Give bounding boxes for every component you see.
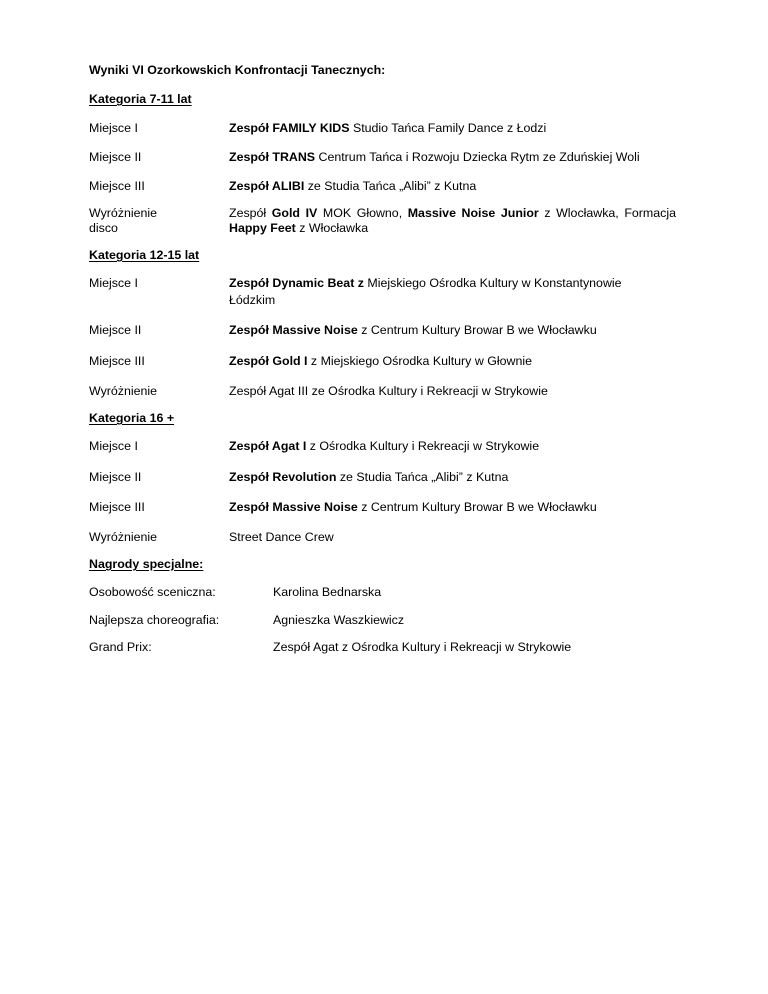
team-origin: Miejskiego Ośrodka Kultury w Konstantynowie: [363, 276, 622, 290]
result-text: [229, 150, 640, 165]
result-text: Zespół Agat III ze Ośrodka Kultury i Rekreacji w Strykowie: [229, 384, 548, 398]
team-name: Zespół Massive Noise: [229, 323, 358, 337]
award-value: Zespół Agat z Ośrodka Kultury i Rekreacji w Strykowie: [273, 640, 572, 654]
place-label: Wyróżnienie: [89, 206, 158, 220]
team-origin: z Miejskiego Ośrodka Kultury w Głownie: [307, 354, 532, 368]
team-name: Zespół Massive Noise: [229, 500, 358, 514]
result-text: [229, 354, 532, 369]
team-origin: ze Studia Tańca „Alibi” z Kutna: [336, 470, 509, 484]
team-origin: MOK Głowno,: [317, 206, 408, 220]
team-name: Gold IV: [271, 206, 318, 220]
document-title: Wyniki VI Ozorkowskich Konfrontacji Tanecznych:: [89, 63, 386, 77]
place-label: Miejsce III: [89, 354, 145, 368]
result-text: [229, 206, 676, 236]
result-text: [229, 323, 597, 338]
place-label: Miejsce I: [89, 276, 138, 290]
result-text: [229, 276, 622, 291]
team-name: Zespół ALIBI: [229, 179, 305, 193]
place-label: Miejsce I: [89, 121, 138, 135]
category-heading-7-11: Kategoria 7-11 lat: [89, 92, 192, 106]
place-label: Wyróżnienie: [89, 530, 158, 544]
team-name: Happy Feet: [229, 221, 296, 235]
team-origin: ze Studia Tańca „Alibi” z Kutna: [304, 179, 477, 193]
result-text: [229, 500, 597, 515]
team-name: Zespół FAMILY KIDS: [229, 121, 350, 135]
category-heading-12-15: Kategoria 12-15 lat: [89, 248, 200, 262]
result-text: [229, 439, 539, 454]
place-label: Miejsce III: [89, 179, 145, 193]
place-label: Miejsce III: [89, 500, 145, 514]
place-label: Miejsce II: [89, 470, 142, 484]
award-label: Grand Prix:: [89, 640, 152, 654]
team-origin: z Centrum Kultury Browar B we Włocławku: [357, 323, 597, 337]
team-name: Massive Noise Junior: [407, 206, 539, 220]
team-origin: Studio Tańca Family Dance z Łodzi: [349, 121, 547, 135]
team-name: Zespół Dynamic Beat z: [229, 276, 364, 290]
team-origin: z Wlocławka, Formacja: [538, 206, 676, 220]
award-value: Agnieszka Waszkiewicz: [273, 613, 405, 627]
team-name: Zespół Agat I: [229, 439, 307, 453]
result-text: Street Dance Crew: [229, 530, 334, 544]
result-text: [229, 121, 546, 136]
team-origin: z Ośrodka Kultury i Rekreacji w Strykowie: [306, 439, 540, 453]
result-text: [229, 179, 476, 194]
team-name: Zespół Revolution: [229, 470, 337, 484]
team-name: Zespół TRANS: [229, 150, 316, 164]
award-value: Karolina Bednarska: [273, 585, 382, 599]
special-awards-heading: Nagrody specjalne:: [89, 557, 204, 571]
team-origin: z Włocławka: [295, 221, 369, 235]
place-label: Miejsce II: [89, 150, 142, 164]
team-origin: z Centrum Kultury Browar B we Włocławku: [357, 500, 597, 514]
result-text: [229, 470, 508, 485]
place-label: Miejsce II: [89, 323, 142, 337]
place-label-continued: disco: [89, 221, 118, 235]
place-label: Wyróżnienie: [89, 384, 158, 398]
team-name: Zespół Gold I: [229, 354, 308, 368]
category-heading-16-plus: Kategoria 16 +: [89, 411, 175, 425]
award-label: Osobowość sceniczna:: [89, 585, 216, 599]
team-prefix: Zespół: [229, 206, 272, 220]
team-origin: Centrum Tańca i Rozwoju Dziecka Rytm ze Zduńskiej Woli: [315, 150, 640, 164]
result-text-continued: Łódzkim: [229, 293, 276, 307]
place-label: Miejsce I: [89, 439, 138, 453]
award-label: Najlepsza choreografia:: [89, 613, 220, 627]
